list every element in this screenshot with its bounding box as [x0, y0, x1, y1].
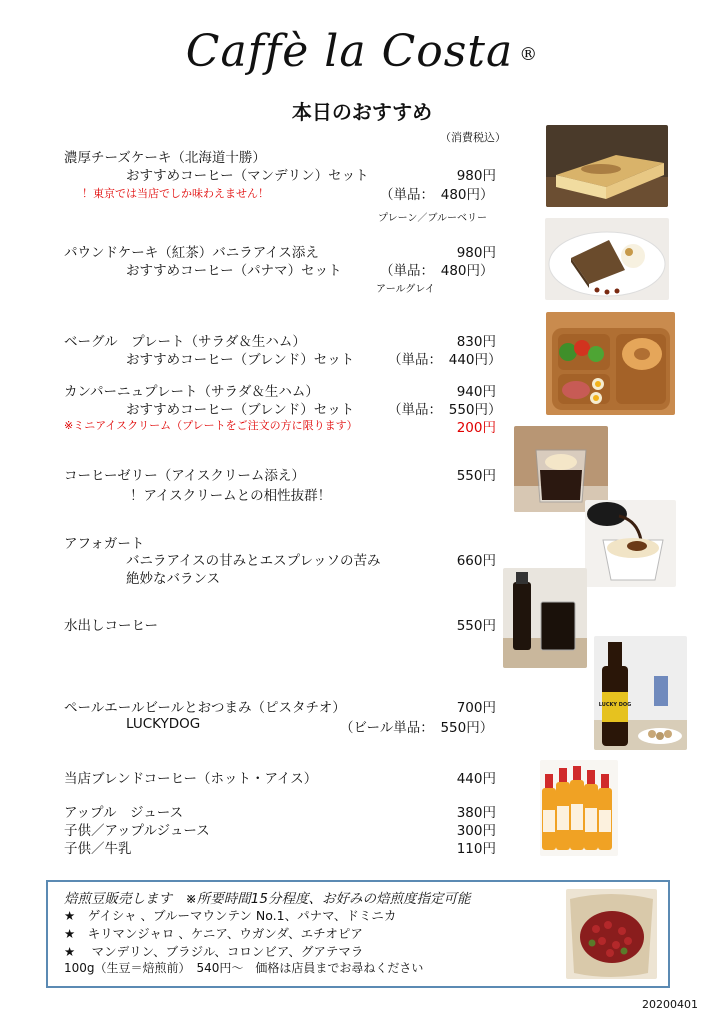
- item-price: 110円: [456, 841, 496, 857]
- date-code: 20200401: [642, 998, 698, 1011]
- item-sub: LUCKYDOG: [126, 716, 201, 732]
- juice-photo: [540, 760, 618, 856]
- beans-photo: [566, 889, 657, 979]
- item-name: アップル ジュース: [64, 805, 184, 821]
- item-red-note: ※ミニアイスクリーム（プレートをご注文の方に限ります）: [64, 419, 358, 432]
- beans-line: ★ マンデリン、ブラジル、コロンビア、グアテマラ: [64, 944, 364, 959]
- item-single-price: （単品： 440円）: [388, 352, 502, 368]
- affogato-photo: [585, 500, 676, 587]
- item-flavors: プレーン／ブルーベリー: [378, 213, 487, 224]
- item-price: 980円: [456, 168, 496, 184]
- plate-photo: [546, 312, 675, 415]
- item-price: 700円: [456, 700, 496, 716]
- item-red-note: ！東京では当店でしか味わえません！: [82, 187, 269, 200]
- item-sub2: 絶妙なバランス: [126, 571, 221, 587]
- brand-logo: [0, 26, 724, 77]
- logo-text: Caffè la Costa: [185, 26, 514, 77]
- item-sub: ！アイスクリームとの相性抜群！: [130, 488, 332, 504]
- item-red-price: 200円: [456, 420, 496, 436]
- item-name: 子供／牛乳: [64, 841, 132, 857]
- item-flavor: アールグレイ: [376, 284, 435, 295]
- item-price: 660円: [456, 553, 496, 569]
- item-price: 440円: [456, 771, 496, 787]
- item-price: 300円: [456, 823, 496, 839]
- item-name: 当店ブレンドコーヒー（ホット・アイス）: [64, 771, 318, 787]
- item-sub: おすすめコーヒー（マンデリン）セット: [126, 168, 369, 184]
- item-sub: おすすめコーヒー（ブレンド）セット: [126, 352, 355, 368]
- beer-photo: [594, 636, 687, 750]
- beans-line: ★ キリマンジャロ 、ケニア、ウガンダ、エチオピア: [64, 926, 363, 941]
- item-price: 550円: [456, 468, 496, 484]
- tax-note: （消費税込）: [440, 131, 506, 144]
- cheesecake-photo: [546, 125, 668, 207]
- item-single-price: （単品： 480円）: [380, 263, 494, 279]
- item-name: パウンドケーキ（紅茶）バニラアイス添え: [64, 245, 319, 261]
- item-price: 940円: [456, 384, 496, 400]
- pound-cake-photo: [545, 218, 669, 300]
- item-price: 550円: [456, 618, 496, 634]
- item-price: 830円: [456, 334, 496, 350]
- item-price: 380円: [456, 805, 496, 821]
- item-name: コーヒーゼリー（アイスクリーム添え）: [64, 468, 305, 484]
- item-name: アフォガート: [64, 536, 145, 552]
- item-name: 水出しコーヒー: [64, 618, 158, 634]
- beans-line: 100g（生豆＝焙煎前） 540円～ 価格は店員までお尋ねください: [64, 961, 424, 975]
- beans-line: ★ ゲイシャ 、ブルーマウンテン No.1、パナマ、ドミニカ: [64, 908, 397, 923]
- beer-label-text: LUCKY DOG: [598, 702, 632, 708]
- beans-title: 焙煎豆販売します ※所要時間15分程度、お好みの焙煎度指定可能: [64, 891, 471, 907]
- item-price: 980円: [456, 245, 496, 261]
- item-name: ベーグル プレート（サラダ＆生ハム）: [64, 334, 306, 350]
- item-single-price: （単品： 480円）: [380, 187, 494, 203]
- item-sub: おすすめコーヒー（ブレンド）セット: [126, 402, 355, 418]
- cold-brew-photo: [503, 568, 587, 668]
- item-sub: おすすめコーヒー（パナマ）セット: [126, 263, 342, 279]
- item-single-price: （単品： 550円）: [388, 402, 502, 418]
- item-single-price: （ビール単品： 550円）: [340, 720, 494, 736]
- registered-mark: ®: [519, 44, 539, 65]
- item-name: ペールエールビールとおつまみ（ピスタチオ）: [64, 700, 346, 716]
- item-name: カンパーニュプレート（サラダ＆生ハム）: [64, 384, 319, 400]
- item-sub: バニラアイスの甘みとエスプレッソの苦み: [126, 553, 381, 569]
- item-name: 子供／アップルジュース: [64, 823, 210, 839]
- item-name: 濃厚チーズケーキ（北海道十勝）: [64, 150, 266, 166]
- page-title: 本日のおすすめ: [291, 100, 433, 124]
